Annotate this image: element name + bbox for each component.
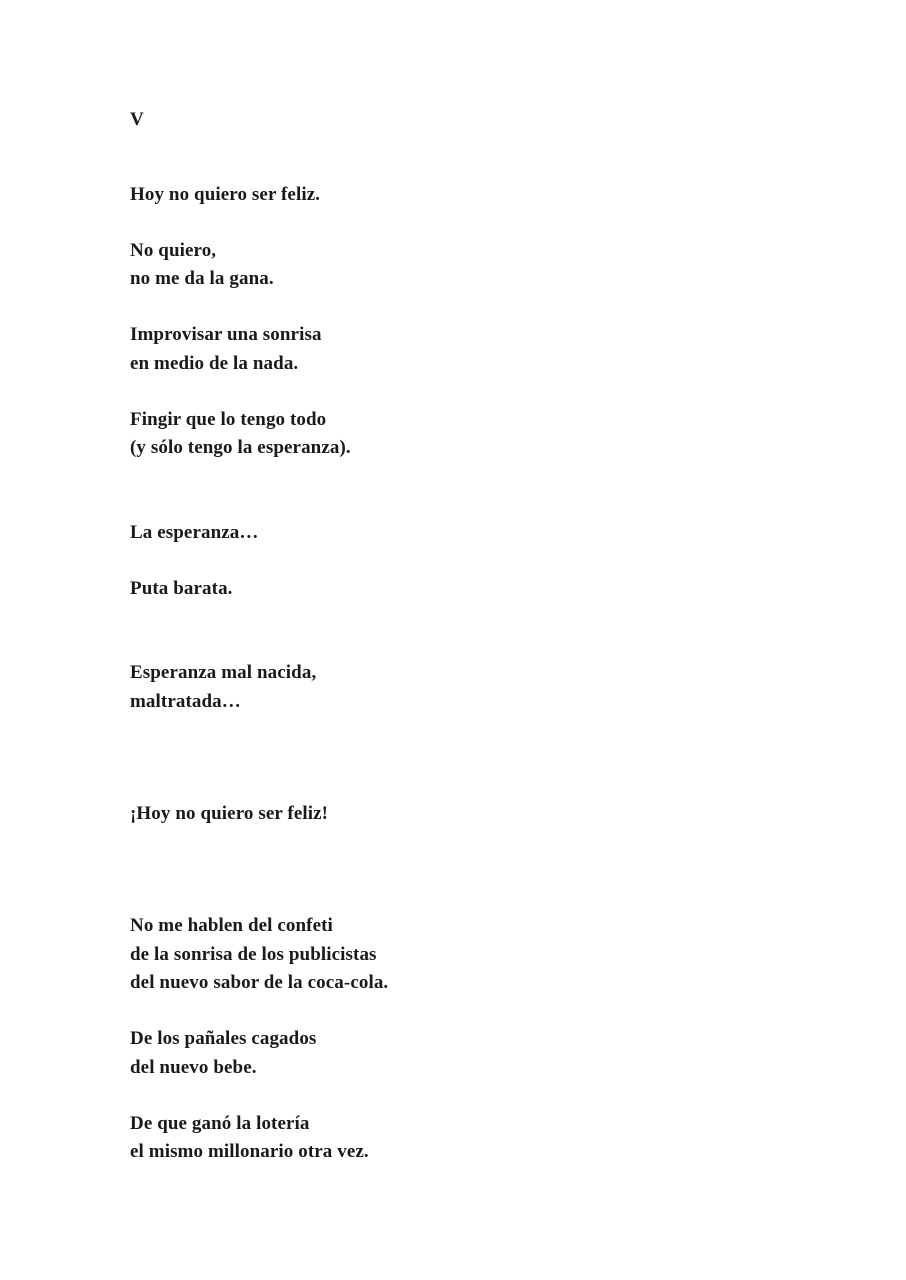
poem-line: La esperanza… <box>130 522 259 543</box>
section-numeral: V <box>130 109 144 130</box>
poem-line: ¡Hoy no quiero ser feliz! <box>130 803 329 824</box>
poem-line: (y sólo tengo la esperanza). <box>130 437 351 458</box>
poem-line: no me da la gana. <box>130 268 274 289</box>
poem-line: No quiero, <box>130 240 217 261</box>
poem-line: Improvisar una sonrisa <box>130 324 322 345</box>
poem-line: de la sonrisa de los publicistas <box>130 944 377 965</box>
poem-line: Hoy no quiero ser feliz. <box>130 184 321 205</box>
poem-line: Puta barata. <box>130 578 233 599</box>
poem-line: De que ganó la lotería <box>130 1113 310 1134</box>
poem-line: en medio de la nada. <box>130 353 299 374</box>
poem-line: maltratada… <box>130 691 241 712</box>
poem-line: el mismo millonario otra vez. <box>130 1141 369 1162</box>
poem-line: del nuevo bebe. <box>130 1057 257 1078</box>
poem-line: Fingir que lo tengo todo <box>130 409 327 430</box>
poem-line: De los pañales cagados <box>130 1028 317 1049</box>
poem-line: Esperanza mal nacida, <box>130 662 317 683</box>
poem-line: del nuevo sabor de la coca-cola. <box>130 972 389 993</box>
poem-line: No me hablen del confeti <box>130 915 333 936</box>
